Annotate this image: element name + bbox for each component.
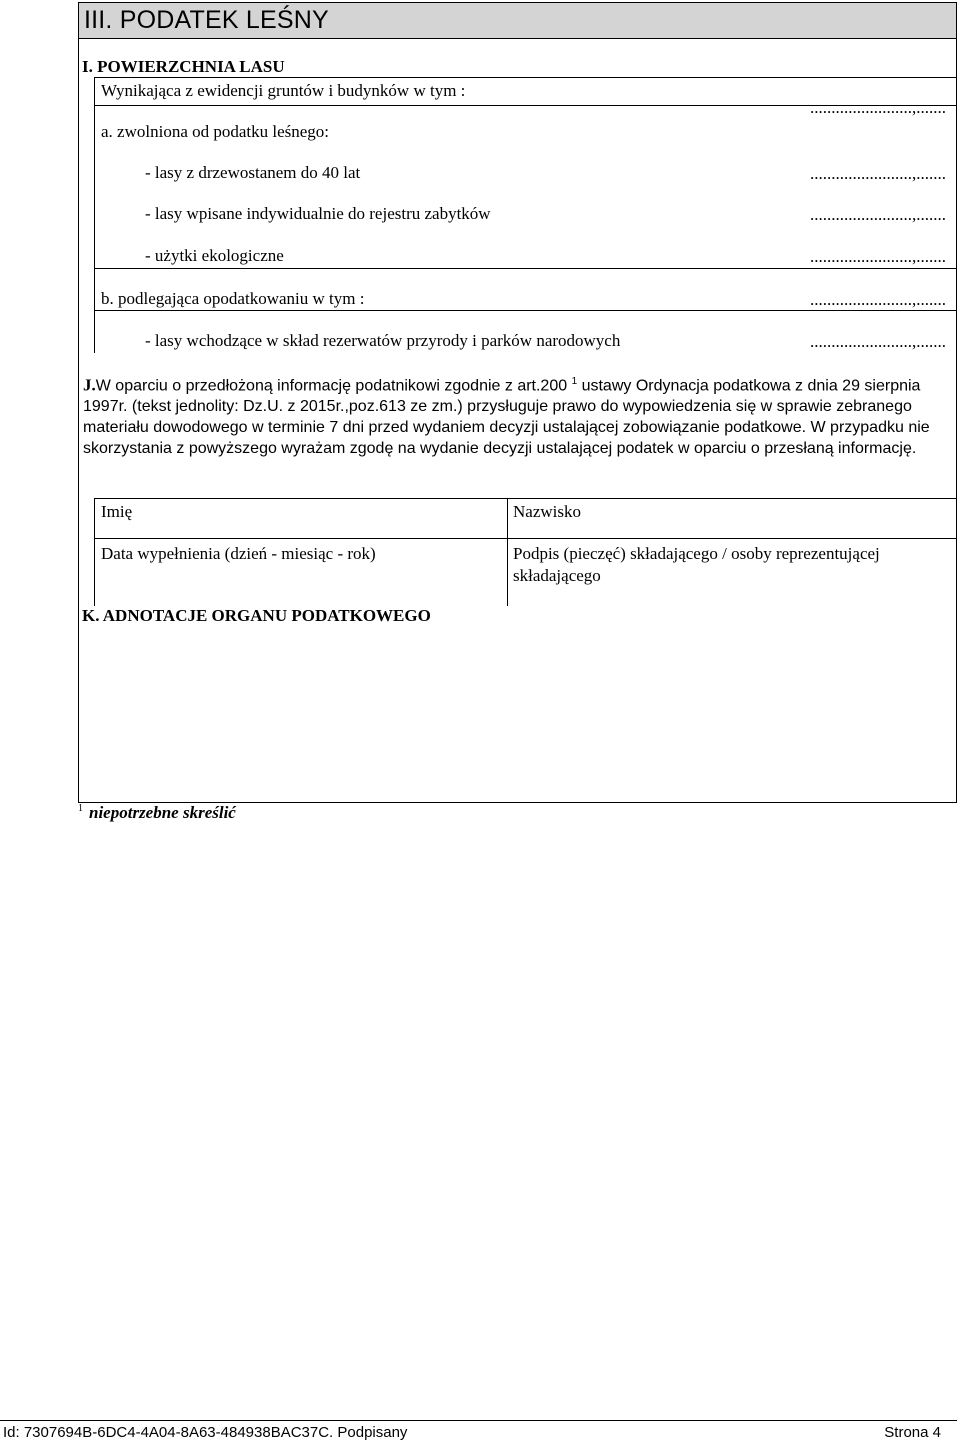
- surface-row-reserves-value[interactable]: ........................,.......: [810, 332, 946, 351]
- surface-row-total-label: Wynikająca z ewidencji gruntów i budynków w tym :: [101, 81, 466, 100]
- row-divider: [95, 538, 956, 539]
- section-j-footnote-mark: 1: [571, 376, 578, 387]
- surface-row-young-forest-value[interactable]: ........................,.......: [810, 164, 946, 183]
- surface-row-taxable-value[interactable]: ........................,.......: [810, 290, 946, 309]
- surface-row-ecological-value[interactable]: ........................,.......: [810, 247, 946, 266]
- footer-page-number: Strona 4: [884, 1424, 941, 1441]
- footer-divider: [0, 1420, 957, 1421]
- first-name-field[interactable]: Imię: [101, 502, 133, 521]
- surface-row-exempt-value[interactable]: ........................,.......: [810, 98, 946, 117]
- footer-document-id: Id: 7307694B-6DC4-4A04-8A63-484938BAC37C. Podpisany: [3, 1424, 408, 1441]
- surface-heading: I. POWIERZCHNIA LASU: [82, 57, 285, 76]
- footnote: [78, 803, 236, 823]
- row-divider: [95, 268, 956, 269]
- section-j-marker: J.: [83, 375, 96, 395]
- section-j-text-before: W oparciu o przedłożoną informację podatnikowi zgodnie z art.200: [95, 377, 568, 395]
- footnote-text: niepotrzebne skreślić: [89, 803, 236, 822]
- date-field[interactable]: Data wypełnienia (dzień - miesiąc - rok): [101, 544, 376, 563]
- surface-row-young-forest-label: - lasy z drzewostanem do 40 lat: [145, 163, 361, 182]
- form-frame: [78, 2, 957, 803]
- surface-row-monuments-value[interactable]: ........................,.......: [810, 205, 946, 224]
- signature-field[interactable]: Podpis (pieczęć) składającego / osoby reprezentującej składającego: [513, 544, 880, 585]
- surface-row-reserves-label: - lasy wchodzące w skład rezerwatów przyrody i parków narodowych: [145, 331, 621, 350]
- surface-table: [94, 77, 956, 353]
- row-divider: [95, 310, 956, 311]
- section-title-bar: [79, 3, 956, 39]
- footnote-mark: 1: [78, 803, 83, 815]
- last-name-field[interactable]: Nazwisko: [513, 502, 581, 521]
- signature-table: [94, 498, 956, 606]
- column-divider: [507, 499, 508, 606]
- section-j-paragraph: [83, 371, 951, 459]
- surface-row-exempt-label: a. zwolniona od podatku leśnego:: [101, 122, 330, 141]
- section-j-text-after: ustawy Ordynacja podatkowa z dnia 29 sierpnia 1997r. (tekst jednolity: Dz.U. z 2015r.,poz.613 ze zm.) przysługuje prawo do wypowiedzenia się w sprawie zebranego materiału dowodowego w terminie 7 dni przed wydaniem decyzji ustalającej zobowiązanie podatkowe. W przypadku nie skorzystania z powyższego wyrażam zgodę na wydanie decyzji ustalającej podatek w oparciu o przesłaną informację.: [83, 377, 930, 458]
- surface-row-taxable-label: b. podlegająca opodatkowaniu w tym :: [101, 289, 365, 308]
- surface-row-ecological-label: - użytki ekologiczne: [145, 246, 284, 265]
- section-title: III. PODATEK LEŚNY: [84, 6, 329, 34]
- section-k-heading: K. ADNOTACJE ORGANU PODATKOWEGO: [82, 606, 431, 625]
- surface-row-monuments-label: - lasy wpisane indywidualnie do rejestru zabytków: [145, 204, 491, 223]
